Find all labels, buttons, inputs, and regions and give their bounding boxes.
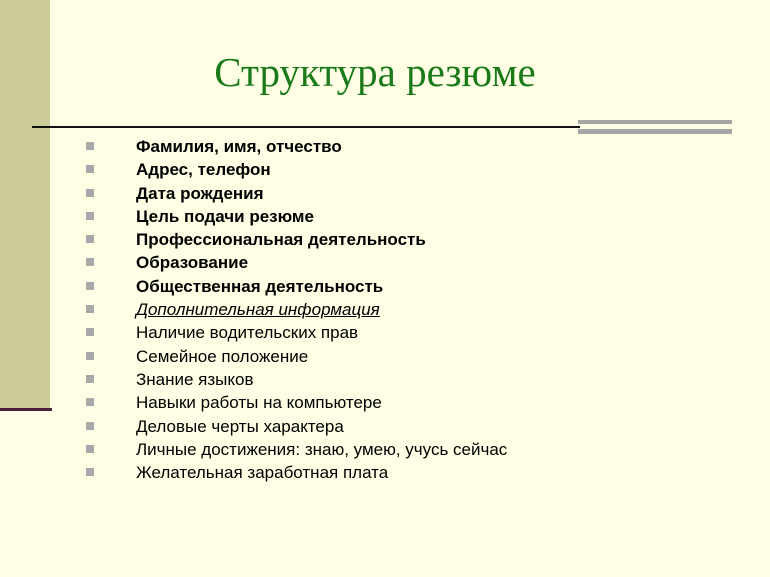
- square-bullet-icon: [86, 445, 94, 453]
- square-bullet-icon: [86, 305, 94, 313]
- list-item-text: Дополнительная информация: [136, 300, 380, 320]
- list-item-text: Семейное положение: [136, 346, 309, 366]
- square-bullet-icon: [86, 235, 94, 243]
- square-bullet-icon: [86, 258, 94, 266]
- side-decor-bar: [0, 0, 50, 410]
- square-bullet-icon: [86, 165, 94, 173]
- list-item-text: Наличие водительских прав: [136, 323, 359, 343]
- square-bullet-icon: [86, 375, 94, 383]
- list-item-text: Личные достижения: знаю, умею, учусь сейчас: [136, 439, 508, 459]
- list-item-text: Дата рождения: [136, 183, 264, 203]
- list-item-text: Знание языков: [136, 369, 254, 389]
- square-bullet-icon: [86, 282, 94, 290]
- square-bullet-icon: [86, 212, 94, 220]
- square-bullet-icon: [86, 422, 94, 430]
- list-item-text: Образование: [136, 253, 249, 273]
- square-bullet-icon: [86, 352, 94, 360]
- square-bullet-icon: [86, 468, 94, 476]
- list-item-text: Деловые черты характера: [136, 416, 344, 436]
- square-bullet-icon: [86, 328, 94, 336]
- side-decor-bar-edge: [0, 408, 52, 411]
- list-item-text: Общественная деятельность: [136, 276, 384, 296]
- title-underline: [32, 126, 580, 128]
- square-bullet-icon: [86, 398, 94, 406]
- list-item-text: Адрес, телефон: [136, 160, 271, 180]
- list-item-text: Желательная заработная плата: [136, 463, 389, 483]
- list-item-text: Профессиональная деятельность: [136, 230, 426, 250]
- list-item-text: Фамилия, имя, отчество: [136, 137, 342, 156]
- square-bullet-icon: [86, 142, 94, 150]
- list-item-text: Навыки работы на компьютере: [136, 393, 382, 413]
- square-bullet-icon: [86, 189, 94, 197]
- list-item-text: Цель подачи резюме: [136, 206, 314, 226]
- title-underline-band: [578, 120, 732, 134]
- slide-title: Структура резюме: [214, 49, 536, 95]
